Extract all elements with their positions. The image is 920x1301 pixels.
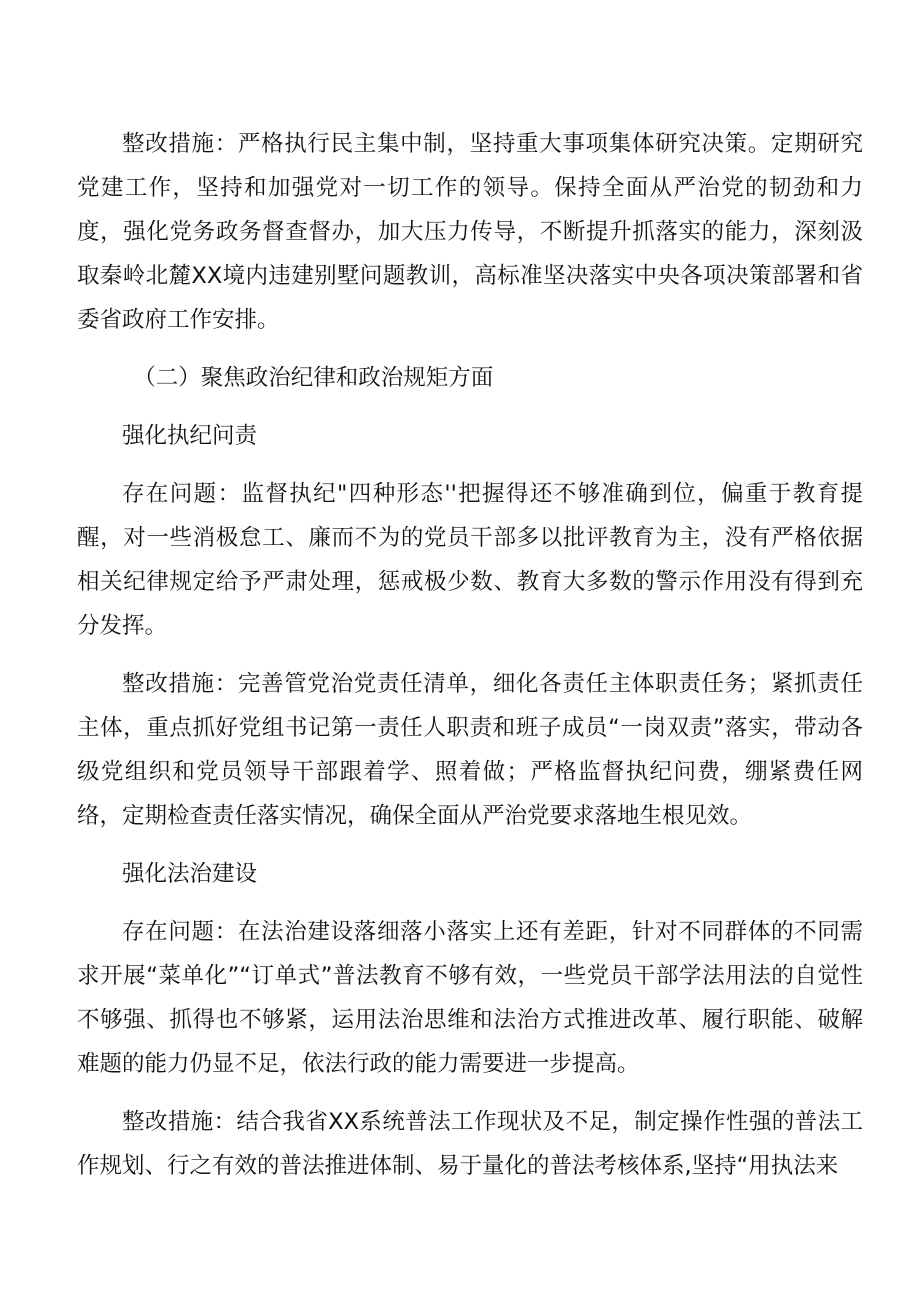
subheading-rule-of-law: 强化法治建设	[122, 861, 258, 887]
paragraph-rectification-measures-2: 整改措施：完善管党治党责任清单，细化各责任主体职责任务；紧抓责任主体，重点抓好党组书记第一责任人职责和班子成员“一岗双责”落实，带动各级党组织和党员领导干部跟着学、照着做；严格监督执纪问费，绷紧费任网络，定期检查责任落实情况，确保全面从严治党要求落地生根见效。	[77, 671, 863, 829]
paragraph-rectification-measures-1: 整改措施：严格执行民主集中制，坚持重大事项集体研究决策。定期研究党建工作，坚持和加强党对一切工作的领导。保持全面从严治党的韧劲和力度，强化党务政务督查督办，加大压力传导，不断提升抓落实的能力，深刻汲取秦岭北麓XX境内违建别墅问题教训，高标准坚决落实中央各项决策部署和省委省政府工作安排。	[77, 131, 863, 333]
document-page	[77, 122, 863, 1202]
section-heading-political-discipline: （二）聚焦政治纪律和政治规矩方面	[133, 365, 494, 391]
paragraph-existing-problems-2: 存在问题：在法治建设落细落小落实上还有差距，针对不同群体的不同需求开展“菜单化”“订单式”普法教育不够有效，一些党员干部学法用法的自觉性不够强、抓得也不够紧，运用法治思维和法治方式推进改革、履行职能、破解难题的能力仍显不足，依法行政的能力需要进一步提高。	[77, 919, 863, 1077]
paragraph-existing-problems-1: 存在问题：监督执纪"四种形态''把握得还不够准确到位，偏重于教育提醒，对一些消极怠工、廉而不为的党员干部多以批评教育为主，没有严格依据相关纪律规定给予严肃处理，惩戒极少数、教育大多数的警示作用没有得到充分发挥。	[77, 481, 863, 639]
subheading-discipline-accountability: 强化执纪问责	[122, 423, 258, 449]
paragraph-rectification-measures-3: 整改措施：结合我省XX系统普法工作现状及不足，制定操作性强的普法工作规划、行之有效的普法推进体制、易于量化的普法考核体系,坚持“用执法来	[77, 1109, 863, 1179]
